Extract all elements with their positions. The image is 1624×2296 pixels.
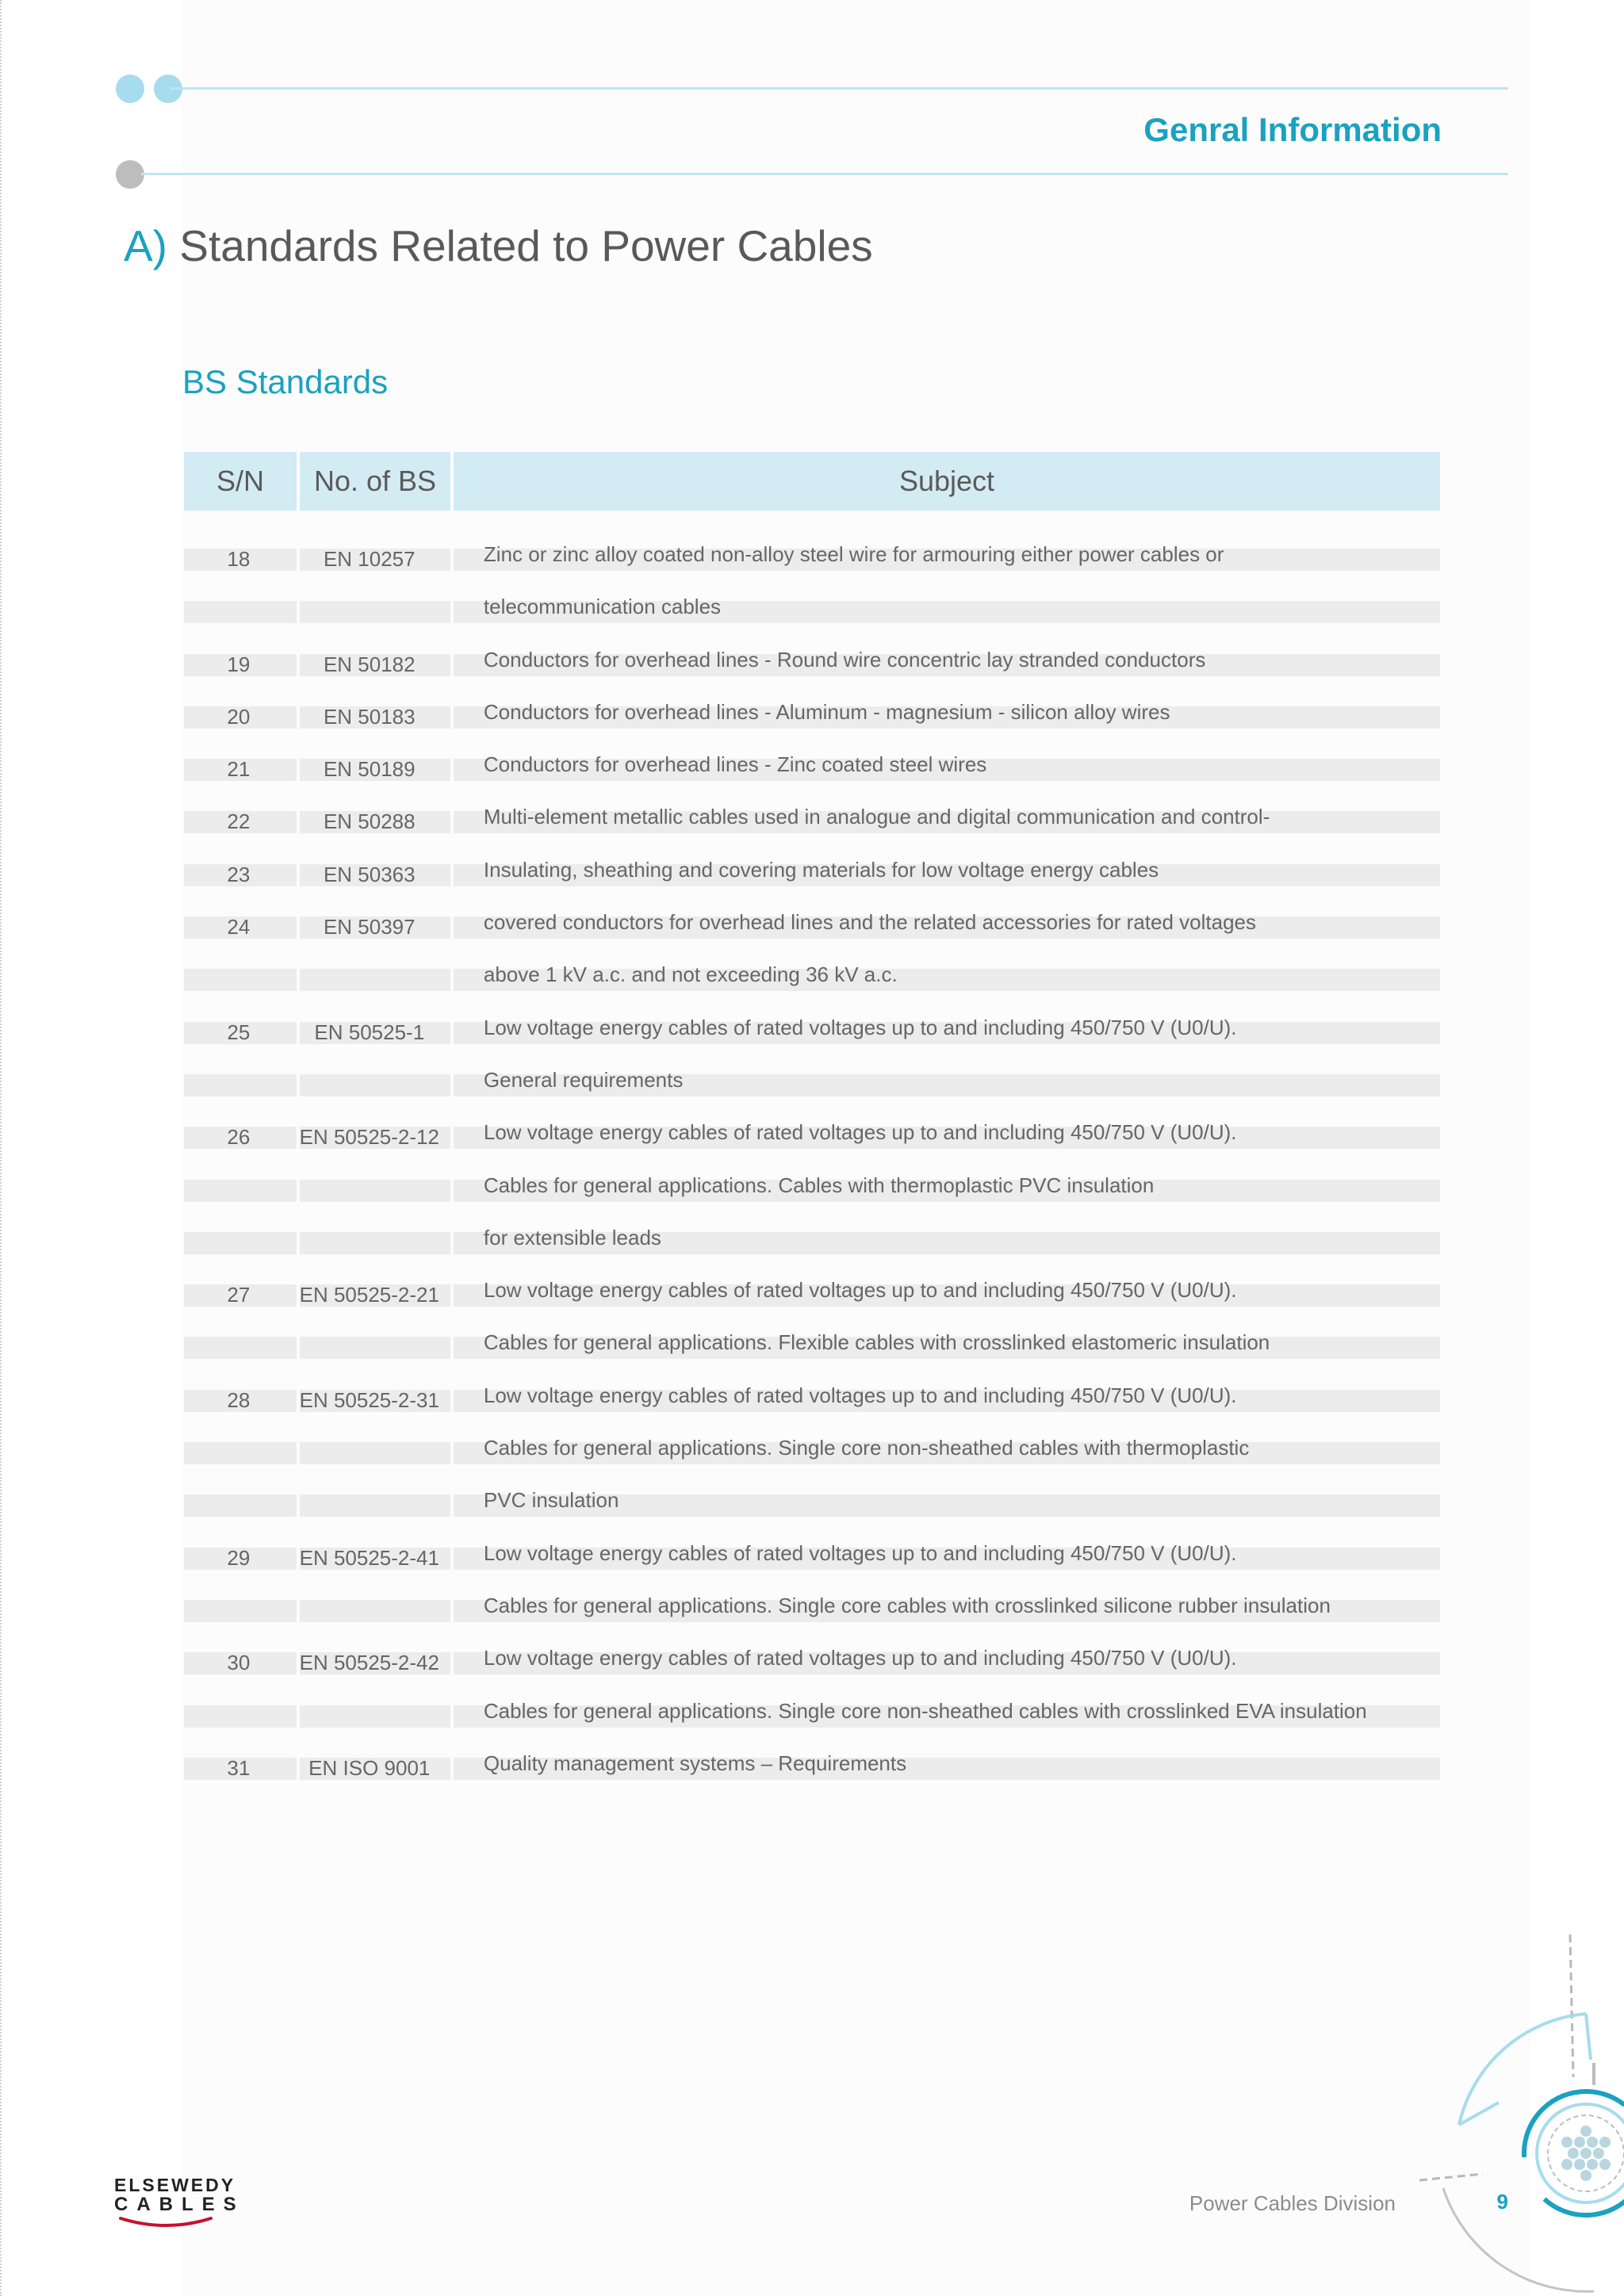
- table-row: [184, 1158, 1440, 1210]
- table-row: [184, 1104, 1440, 1157]
- column-header-subject: Subject: [454, 452, 1440, 511]
- table-row: [184, 842, 1440, 894]
- table-row: [184, 1578, 1440, 1630]
- page-number: 9: [1496, 2190, 1508, 2214]
- column-header-sn: S/N: [184, 452, 297, 511]
- cell-standard-number: EN 50182: [323, 652, 416, 676]
- cell-standard-number: [297, 593, 442, 628]
- cell-standard-number: [297, 1329, 442, 1364]
- cell-standard-number: EN 50288: [323, 809, 416, 834]
- cell-subject: Low voltage energy cables of rated voltages up to and including 450/750 V (U0/U).: [483, 1646, 1237, 1670]
- cell-sn: 28: [227, 1387, 251, 1412]
- cell-standard-number: EN 50189: [323, 757, 416, 782]
- cell-subject: Cables for general applications. Cables with thermoplastic PVC insulation: [483, 1173, 1155, 1197]
- cell-sn: 20: [227, 704, 251, 729]
- page-edge-dotted-line: [0, 0, 2, 2296]
- table-row: [184, 632, 1440, 684]
- header-rule-bottom: [141, 173, 1508, 175]
- table-row: [184, 1210, 1440, 1262]
- cell-sn: 22: [227, 809, 251, 834]
- cell-subject: above 1 kV a.c. and not exceeding 36 kV a.c.: [483, 962, 898, 987]
- cell-sn: 23: [227, 862, 251, 886]
- table-header: [184, 452, 1440, 511]
- cell-sn: [184, 593, 293, 628]
- cell-sn: 30: [227, 1651, 251, 1675]
- cell-subject: Cables for general applications. Flexible cables with crosslinked elastomeric insulation: [483, 1330, 1270, 1355]
- cell-sn: 21: [227, 757, 251, 782]
- logo-line2: CABLES: [114, 2194, 245, 2215]
- table-row: [184, 1630, 1440, 1682]
- table-row: [184, 789, 1440, 841]
- cell-sn: [184, 1697, 293, 1732]
- logo-line1: ELSEWEDY: [114, 2175, 236, 2195]
- cable-cross-section-icon: [1411, 1919, 1624, 2296]
- cell-subject: General requirements: [483, 1067, 684, 1092]
- cell-subject: Multi-element metallic cables used in analogue and digital communication and control-: [483, 805, 1270, 829]
- table-row: [184, 1683, 1440, 1735]
- cell-subject: for extensible leads: [483, 1225, 661, 1249]
- header-dot-blue: [116, 75, 144, 103]
- cell-sn: 29: [227, 1545, 251, 1570]
- table-row: [184, 1735, 1440, 1788]
- table-row: [184, 947, 1440, 999]
- cell-standard-number: EN ISO 9001: [308, 1755, 431, 1780]
- cell-subject: PVC insulation: [483, 1488, 619, 1513]
- cell-subject: Low voltage energy cables of rated voltages up to and including 450/750 V (U0/U).: [483, 1383, 1237, 1407]
- section-label: Genral Information: [1143, 111, 1442, 148]
- cell-subject: Cables for general applications. Single core non-sheathed cables with crosslinked EVA insulation: [483, 1698, 1367, 1723]
- table-row: [184, 1472, 1440, 1525]
- cell-subject: covered conductors for overhead lines and the related accessories for rated voltages: [483, 910, 1257, 935]
- cell-standard-number: EN 50525-2-42: [299, 1651, 439, 1675]
- cell-standard-number: [297, 1224, 442, 1259]
- company-logo: [114, 2175, 245, 2233]
- table-row: [184, 1052, 1440, 1104]
- page-title: [124, 220, 873, 271]
- table-row: [184, 1368, 1440, 1420]
- cell-sn: [184, 1066, 293, 1101]
- cell-standard-number: [297, 1434, 442, 1469]
- cell-subject: Cables for general applications. Single core cables with crosslinked silicone rubber insulation: [483, 1593, 1331, 1617]
- cell-standard-number: EN 10257: [323, 547, 416, 571]
- cell-standard-number: EN 50525-2-21: [299, 1283, 439, 1307]
- cell-standard-number: [297, 1066, 442, 1101]
- cell-sn: 18: [227, 547, 251, 571]
- cell-subject: Low voltage energy cables of rated voltages up to and including 450/750 V (U0/U).: [483, 1120, 1237, 1145]
- cell-subject: telecommunication cables: [483, 595, 722, 619]
- table-row: [184, 894, 1440, 947]
- cell-standard-number: [297, 1592, 442, 1627]
- cell-sn: [184, 961, 293, 996]
- cell-sn: 31: [227, 1755, 251, 1780]
- cell-standard-number: EN 50525-2-31: [299, 1387, 439, 1412]
- table-row: [184, 1262, 1440, 1314]
- cell-sn: 24: [227, 915, 251, 939]
- table-row: [184, 1000, 1440, 1052]
- cell-sn: [184, 1172, 293, 1207]
- logo-swoosh-icon: [114, 2215, 217, 2229]
- cell-standard-number: EN 50363: [323, 862, 416, 886]
- cell-sn: 27: [227, 1283, 251, 1307]
- cell-standard-number: [297, 1697, 442, 1732]
- cell-subject: Conductors for overhead lines - Round wire concentric lay stranded conductors: [483, 647, 1206, 672]
- cell-sn: [184, 1434, 293, 1469]
- cell-standard-number: EN 50525-2-12: [299, 1125, 439, 1150]
- table-row: [184, 579, 1440, 631]
- section-subheading: BS Standards: [182, 363, 389, 400]
- cell-sn: [184, 1329, 293, 1364]
- cell-standard-number: EN 50183: [323, 704, 416, 729]
- table-body: [184, 526, 1440, 1788]
- cell-standard-number: EN 50397: [323, 915, 416, 939]
- cell-sn: [184, 1592, 293, 1627]
- cell-sn: [184, 1487, 293, 1521]
- cell-subject: Zinc or zinc alloy coated non-alloy steel wire for armouring either power cables or: [483, 542, 1224, 566]
- cell-standard-number: [297, 1172, 442, 1207]
- cell-standard-number: [297, 1487, 442, 1521]
- cell-standard-number: EN 50525-2-41: [299, 1545, 439, 1570]
- cell-subject: Cables for general applications. Single core non-sheathed cables with thermoplastic: [483, 1436, 1250, 1460]
- page-title-prefix: A): [124, 221, 167, 270]
- cell-sn: [184, 1224, 293, 1259]
- cell-subject: Insulating, sheathing and covering materials for low voltage energy cables: [483, 857, 1159, 882]
- footer-division: Power Cables Division: [1189, 2191, 1396, 2215]
- cell-subject: Conductors for overhead lines - Zinc coated steel wires: [483, 752, 987, 777]
- cell-sn: 26: [227, 1125, 251, 1150]
- cell-subject: Low voltage energy cables of rated voltages up to and including 450/750 V (U0/U).: [483, 1278, 1237, 1303]
- cell-standard-number: [297, 961, 442, 996]
- header-rule-top: [170, 87, 1508, 90]
- table-row: [184, 1525, 1440, 1578]
- page-title-text: Standards Related to Power Cables: [179, 221, 873, 270]
- cell-subject: Low voltage energy cables of rated voltages up to and including 450/750 V (U0/U).: [483, 1540, 1237, 1565]
- column-header-number: No. of BS: [300, 452, 450, 511]
- cell-subject: Low voltage energy cables of rated voltages up to and including 450/750 V (U0/U).: [483, 1015, 1237, 1039]
- cell-sn: 19: [227, 652, 251, 676]
- header-dot-grey: [116, 160, 144, 189]
- table-row: [184, 684, 1440, 737]
- cell-standard-number: EN 50525-1: [314, 1020, 425, 1044]
- cell-subject: Conductors for overhead lines - Aluminum - magnesium - silicon alloy wires: [483, 699, 1170, 724]
- cell-subject: Quality management systems – Requirements: [483, 1751, 907, 1775]
- cell-sn: 25: [227, 1020, 251, 1044]
- table-row: [184, 1420, 1440, 1472]
- standards-table: [184, 452, 1440, 1788]
- table-row: [184, 1314, 1440, 1367]
- table-row: [184, 737, 1440, 789]
- table-row: [184, 526, 1440, 579]
